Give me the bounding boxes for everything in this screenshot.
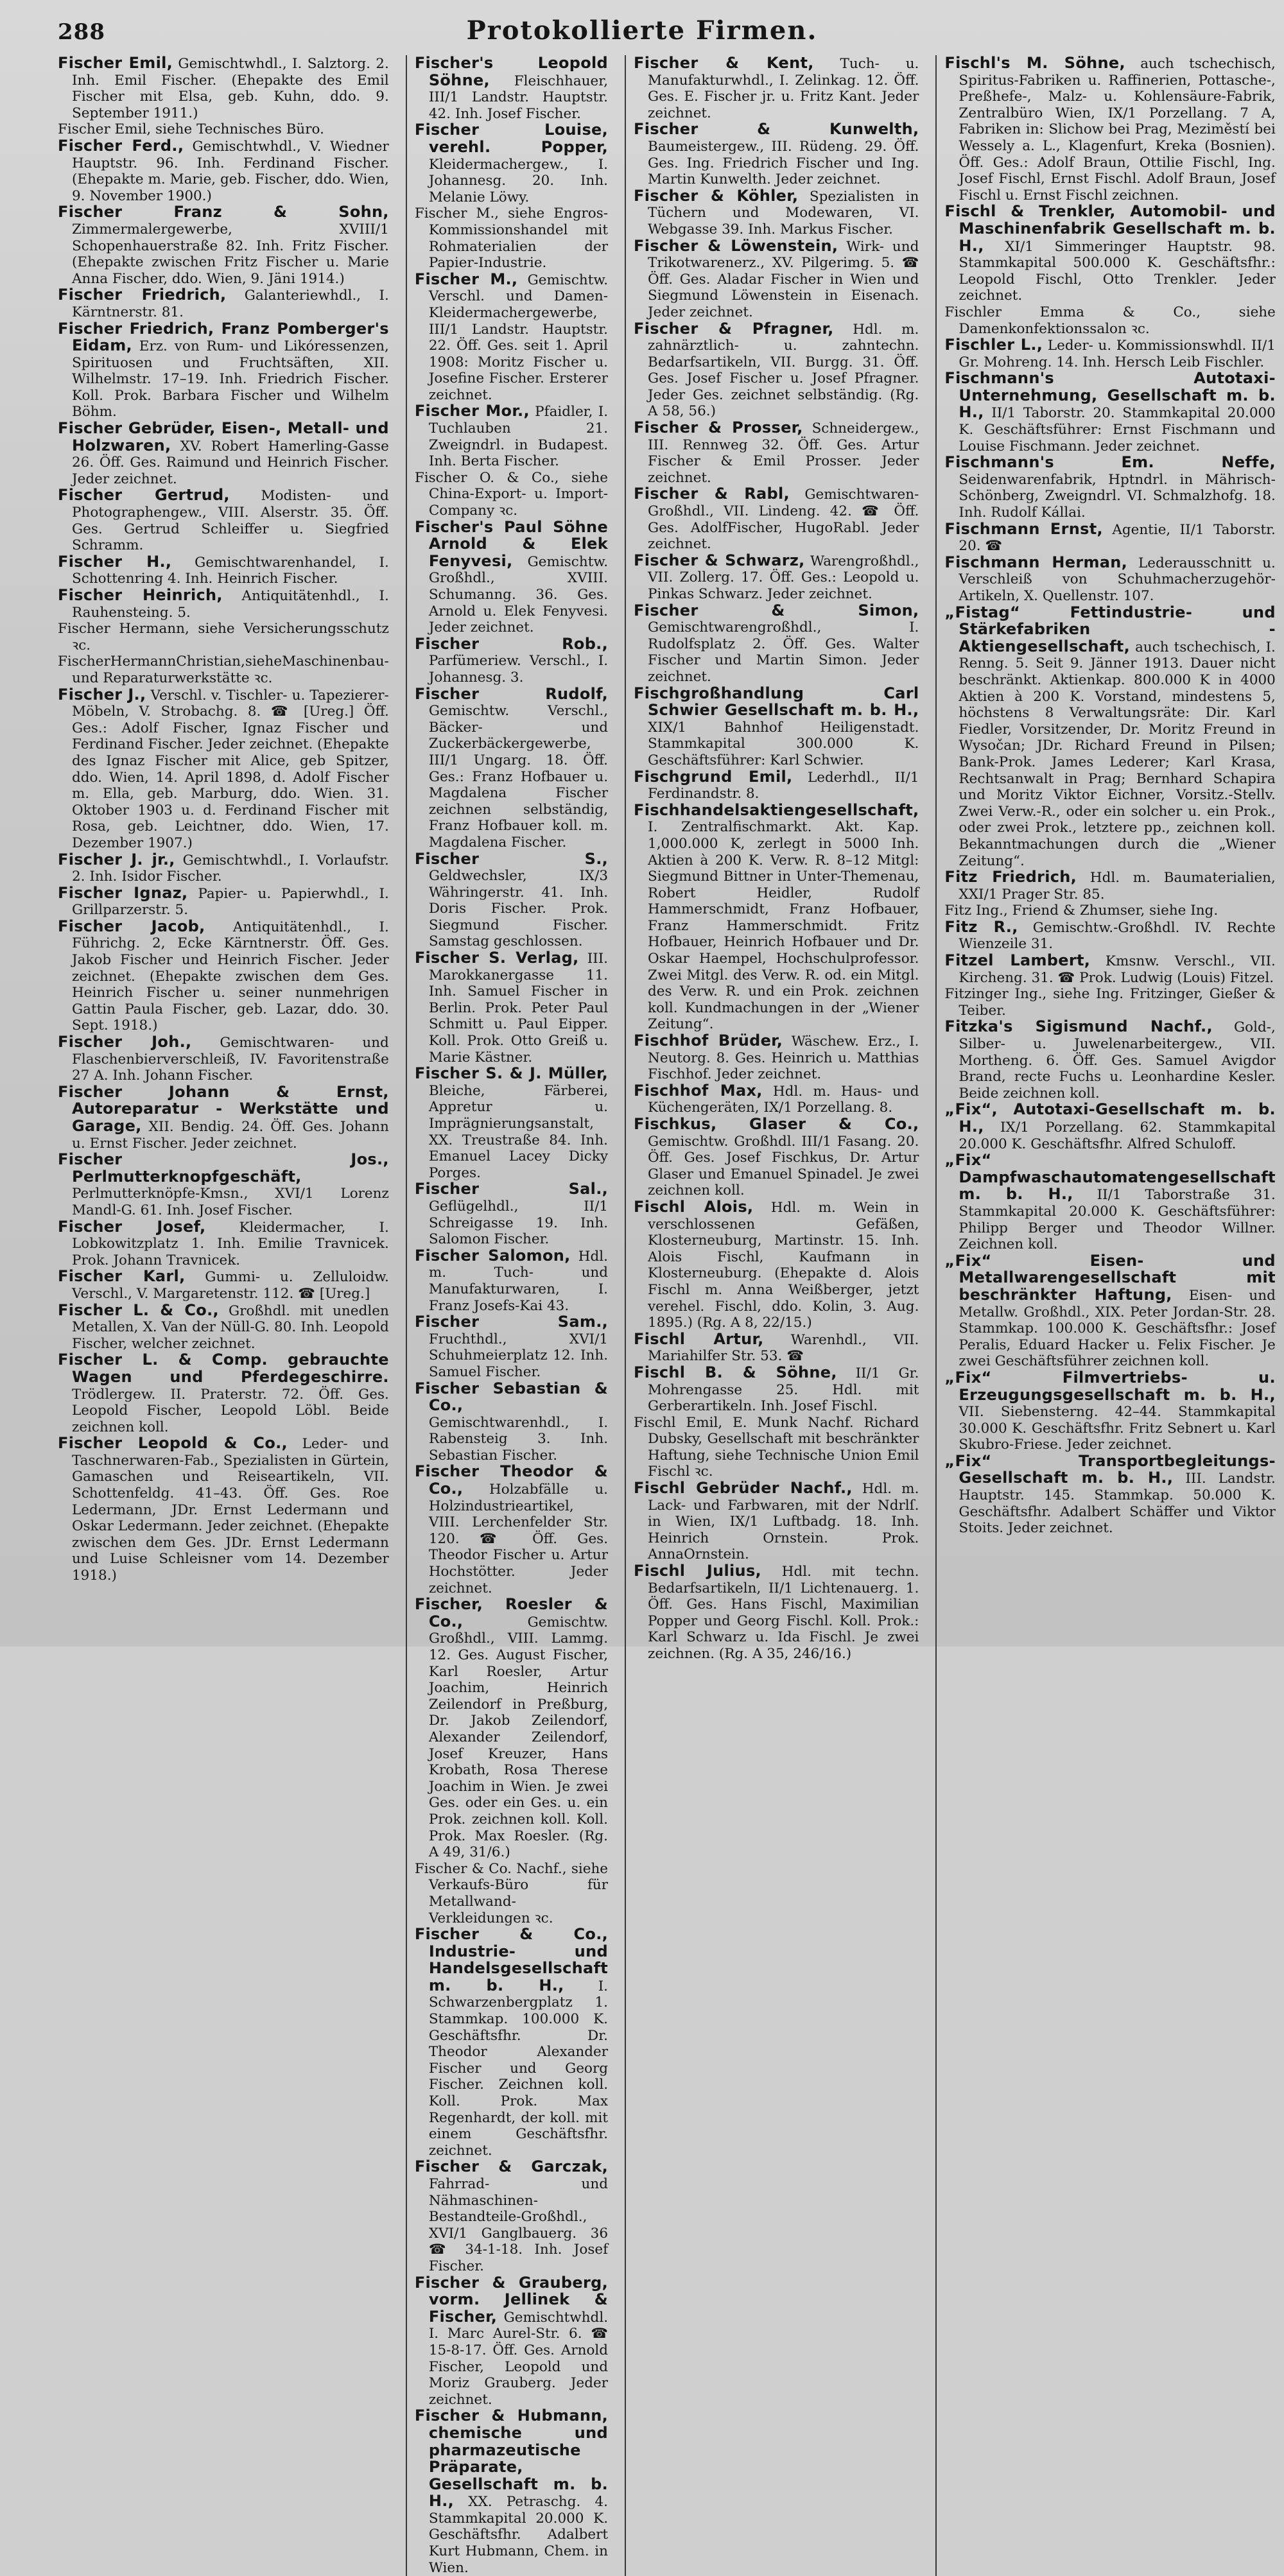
entry-text: Gemischtw. Großhdl. III/1 Fasang. 20. Öff. Ges. Josef Fischkus, Dr. Artur Glaser und Emanuel Spinadel. Je zwei zeichnen koll. bbox=[648, 1133, 919, 1199]
directory-entry bbox=[58, 1268, 389, 1302]
directory-entry bbox=[58, 55, 389, 121]
entry-text: III. Marokkanergasse 11. Inh. Samuel Fischer in Berlin. Prok. Peter Paul Schmitt u. Paul Eipper. Koll. Prok. Otto Greiß u. Marie Kästner. bbox=[428, 951, 609, 1066]
entry-text: Tuch- u. Manufakturwhdl., I. Zelinkag. 12. Öff. Ges. E. Fischer jr. u. Fritz Kant. Jeder zeichnet. bbox=[648, 56, 919, 121]
firm-name: Fischer S., bbox=[414, 849, 609, 868]
directory-entry bbox=[944, 1152, 1275, 1253]
firm-name: Fitzel Lambert, bbox=[944, 951, 1091, 970]
entry-text: Antiquitätenhdl., I. Rauhensteing. 5. bbox=[72, 588, 389, 621]
entry-text: Hdl. mit techn. Bedarfsartikeln, II/1 Lichtenauerg. 1. Öff. Ges. Hans Fischl, Maximilian Popper und Georg Fischl. Koll. Prok.: Karl Schwarz u. Ida Fischl. Je zwei zeichnen. (Rg. A 35, 246/16.) bbox=[648, 1564, 919, 1662]
firm-name: Fischer Sam., bbox=[414, 1313, 609, 1331]
directory-entry bbox=[944, 903, 1275, 919]
directory-entry bbox=[634, 1116, 919, 1199]
directory-entry bbox=[58, 121, 389, 138]
directory-entry bbox=[58, 587, 389, 621]
directory-entry bbox=[634, 553, 919, 603]
firm-name: Fischer H., bbox=[58, 552, 172, 571]
directory-entry bbox=[634, 121, 919, 187]
firm-name: Fischer Gebrüder, Eisen-, Metall- und Holzwaren, bbox=[58, 419, 389, 454]
directory-entry bbox=[415, 1066, 608, 1181]
entry-text: Gold-, Silber- u. Juwelenarbeitergew., VII. Mortheng. 6. Öff. Ges. Samuel Avigdor Brand, recte Fuchs u. Leonhardine Kesler. Beide zeichnen koll. bbox=[959, 1019, 1276, 1102]
entry-text: Schneidergew., III. Rennweg 32. Öff. Ges. Artur Fischer & Emil Prosser. Jeder zeichnet. bbox=[648, 420, 919, 486]
directory-entry bbox=[58, 1352, 389, 1435]
firm-name: „Fix“ Transportbegleitungs-Gesellschaft m. b. H., bbox=[944, 1451, 1276, 1487]
directory-entry bbox=[415, 2408, 608, 2576]
directory-entry bbox=[944, 337, 1275, 370]
firm-name: Fitz Friedrich, bbox=[944, 868, 1077, 886]
firm-name: Fischl Artur, bbox=[634, 1329, 764, 1348]
firm-name: Fischer Salomon, bbox=[414, 1246, 571, 1265]
directory-entry bbox=[415, 2159, 608, 2274]
entry-text: IX/1 Porzellang. 62. Stammkapital 20.000 K. Geschäftsfhr. Alfred Schuloff. bbox=[959, 1119, 1276, 1152]
entry-text: Warengroßhdl., VII. Zollerg. 17. Öff. Ges.: Leopold u. Pinkas Schwarz. Jeder zeichnet. bbox=[648, 553, 919, 602]
directory-entry bbox=[634, 1199, 919, 1331]
entry-text: Gemischtw. Verschl., Bäcker- und Zuckerbäckergewerbe, III/1 Ungarg. 18. Öff. Ges.: Franz Hofbauer u. Magdalena Fischer zeichnen selbständig, Franz Hofbauer koll. m. Magdalena Fischer. bbox=[428, 703, 609, 851]
firm-name: Fischmann Ernst, bbox=[944, 519, 1103, 538]
entry-text: Perlmutterknöpfe-Kmsn., XVI/1 Lorenz Mandl-G. 61. Inh. Josef Fischer. bbox=[72, 1186, 389, 1218]
entry-text: Fischer & Co. Nachf., siehe Verkaufs-Büro für Metallwand-Verkleidungen ꝛc. bbox=[414, 1860, 609, 1926]
firm-name: Fischmann Herman, bbox=[944, 553, 1128, 571]
directory-entry bbox=[944, 304, 1275, 337]
directory-entry bbox=[944, 1102, 1275, 1152]
directory-entry bbox=[415, 851, 608, 951]
directory-entry bbox=[634, 486, 919, 552]
firm-name: Fischmann's Em. Neffe, bbox=[944, 453, 1276, 472]
directory-entry bbox=[634, 802, 919, 1033]
directory-entry bbox=[415, 205, 608, 271]
directory-entry bbox=[58, 321, 389, 421]
entry-text: Parfümeriew. Verschl., I. Johannesg. 3. bbox=[428, 653, 609, 686]
entry-text: Gemischtwhdl., I. Vorlaufstr. 2. Inh. Isidor Fischer. bbox=[72, 852, 389, 885]
firm-name: Fischer & Löwenstein, bbox=[634, 236, 838, 255]
directory-entry bbox=[944, 370, 1275, 454]
firm-name: Fischler L., bbox=[944, 336, 1043, 354]
directory-entry bbox=[944, 1019, 1275, 1102]
entry-text: Erz. von Rum- und Likóressenzen, Spirituosen und Fruchtsäften, XII. Wilhelmstr. 17–19. Inh. Friedrich Fischer. Koll. Prok. Barbara Fischer und Wilhelm Böhm. bbox=[72, 338, 389, 420]
entry-text: Hdl. m. Lack- und Farbwaren, mit der Ndrlſ. in Wien, IX/1 Luftbadg. 18. Inh. Heinrich Ornstein. Prok. AnnaOrnstein. bbox=[648, 1481, 919, 1563]
column-3 bbox=[625, 55, 919, 2576]
entry-text: Hdl. m. Wein in verschlossenen Gefäßen, Klosterneuburg, Martinstr. 15. Inh. Alois Fischl, Kaufmann in Klosterneuburg. (Ehepakte d. Alois Fischl m. Anna Weißberger, jetzt verehel. Fischl, ddo. Kolin, 3. Aug. 1895.) (Rg. A 8, 22/15.) bbox=[648, 1199, 919, 1331]
entry-text: Gemischtw. Großhdl., XVIII. Schumanng. 36. Ges. Arnold u. Elek Fenyvesi. Jeder zeichnet. bbox=[428, 553, 609, 636]
firm-name: Fischer & Kent, bbox=[634, 54, 814, 72]
entry-text: Papier- u. Papierwhdl., I. Grillparzerstr. 5. bbox=[72, 885, 389, 919]
entry-text: Pfaidler, I. Tuchlauben 21. Zweigndrl. in Budapest. Inh. Berta Fischer. bbox=[428, 404, 609, 470]
entry-text: Wirk- und Trikotwarenerz., XV. Pilgerimg. 5. ☎ Öff. Ges. Aladar Fischer in Wien und Siegmund Löwenstein in Eisenach. Jeder zeichnet. bbox=[648, 238, 919, 320]
directory-entry bbox=[415, 1248, 608, 1314]
firm-name: Fischer, Roesler & Co., bbox=[414, 1595, 609, 1630]
entry-text: Leder- und Taschnerwaren-Fab., Spezialisten in Gürtein, Gamaschen und Reiseartikeln, VII. Schottenfeldg. 41–43. Öff. Ges. Roe Ledermann, JDr. Ernst Ledermann und Oskar Ledermann. Jeder zeichnet. (Ehepakte zwischen dem Ges. JDr. Ernst Ledermann und Luise Schleisner vom 14. Dezember 1918.) bbox=[72, 1436, 389, 1584]
firm-name: Fischer L. & Co., bbox=[58, 1301, 219, 1319]
entry-text: Gemischtwaren- und Flaschenbierverschleiß, IV. Favoritenstraße 27 A. Inh. Johann Fischer. bbox=[72, 1035, 389, 1084]
entry-text: Lederhdl., II/1 Ferdinandstr. 8. bbox=[648, 769, 919, 802]
directory-entry bbox=[944, 605, 1275, 870]
directory-entry bbox=[634, 769, 919, 802]
entry-text: Galanteriewhdl., I. Kärntnerstr. 81. bbox=[72, 288, 389, 320]
entry-text: Fruchthdl., XVI/1 Schuhmeierplatz 12. Inh. Samuel Fischer. bbox=[428, 1331, 609, 1380]
entry-text: Gemischtwhdl., V. Wiedner Hauptstr. 96. Inh. Ferdinand Fischer. (Ehepakte m. Marie, geb. Fischer, ddo. Wien, 9. November 1900.) bbox=[72, 138, 389, 204]
firm-name: Fischgrund Emil, bbox=[634, 767, 793, 786]
directory-entry bbox=[944, 555, 1275, 605]
entry-text: Trödlergew. II. Praterstr. 72. Öff. Ges. Leopold Fischer, Leopold Löbl. Beide zeichnen koll. bbox=[72, 1386, 389, 1435]
firm-name: Fischgroßhandlung Carl Schwier Gesellschaft m. b. H., bbox=[634, 684, 919, 720]
entry-text: Leder- u. Kommissionswhdl. II/1 Gr. Mohreng. 14. Inh. Hersch Leib Fischler. bbox=[959, 338, 1276, 370]
firm-name: Fischer J., bbox=[58, 685, 146, 704]
entry-text: Gemischtwhdl., I. Salztorg. 2. Inh. Emil Fischer. (Ehepakte des Emil Fischer mit Elsa, geb. Kuhn, ddo. 9. September 1911.) bbox=[72, 56, 389, 121]
firm-name: Fischkus, Glaser & Co., bbox=[634, 1115, 919, 1133]
entry-text: Seidenwarenfabrik, Hptndrl. in Mährisch-Schönberg, Zweigndrl. VI. Schmalzhofg. 18. Inh. Rudolf Kállai. bbox=[959, 471, 1276, 521]
directory-entry bbox=[634, 686, 919, 769]
entry-text: Warenhdl., VII. Mariahilfer Str. 53. ☎ bbox=[648, 1331, 919, 1365]
directory-entry bbox=[634, 1563, 919, 1663]
entry-text: Agentie, II/1 Taborstr. 20. ☎ bbox=[959, 521, 1276, 555]
entry-text: Gemischtwarenhdl., I. Rabensteig 3. Inh. Sebastian Fischer. bbox=[428, 1414, 609, 1464]
entry-text: Fleischhauer, III/1 Landstr. Hauptstr. 42. Inh. Josef Fischer. bbox=[428, 73, 609, 122]
firm-name: Fischl Gebrüder Nachf., bbox=[634, 1479, 853, 1498]
entry-text: Hdl. m. Tuch- und Manufakturwaren, I. Franz Josefs-Kai 43. bbox=[428, 1248, 609, 1314]
firm-name: Fischer Rob., bbox=[414, 634, 609, 653]
firm-name: Fischl's M. Söhne, bbox=[944, 54, 1125, 72]
directory-entry bbox=[415, 470, 608, 519]
firm-name: Fischer Karl, bbox=[58, 1267, 186, 1286]
directory-entry bbox=[58, 487, 389, 553]
entry-text: Hdl. m. Baumaterialien, XXI/1 Prager Str. 85. bbox=[959, 870, 1276, 903]
directory-entry bbox=[634, 1480, 919, 1563]
directory-entry bbox=[944, 55, 1275, 203]
entry-text: Verschl. v. Tischler- u. Tapezierer-Möbeln, V. Strobachg. 8. ☎ [Ureg.] Öff. Ges.: Adolf Fischer, Ignaz Fischer und Ferdinand Fischer. Jeder zeichnet. (Ehepakte des Ignaz Fischer mit Alice, geb Spitzer, ddo. Wien, 14. April 1898, d. Adolf Fischer m. Ella, geb. Marburg, ddo. Wien. 31. Oktober 1903 u. d. Ferdinand Fischer mit Rosa, geb. Leichtner, ddo. Wien, 17. Dezember 1907.) bbox=[72, 687, 389, 851]
firm-name: Fischer Theodor & Co., bbox=[414, 1462, 609, 1498]
directory-entry bbox=[944, 1253, 1275, 1370]
firm-name: Fischer & Grauberg, vorm. Jellinek & Fischer, bbox=[414, 2273, 609, 2326]
running-head: Protokollierte Firmen. bbox=[466, 15, 818, 46]
entry-text: Fischer O. & Co., siehe China-Export- u. Import-Company ꝛc. bbox=[414, 469, 609, 519]
directory-entry bbox=[58, 1219, 389, 1269]
firm-name: Fischer Joh., bbox=[58, 1033, 192, 1051]
directory-entry bbox=[634, 420, 919, 486]
directory-entry bbox=[58, 621, 389, 653]
directory-entry bbox=[415, 272, 608, 404]
firm-name: Fischer Louise, verehl. Popper, bbox=[414, 121, 609, 156]
directory-entry bbox=[944, 1453, 1275, 1537]
directory-entry bbox=[944, 521, 1275, 555]
firm-name: Fischer Leopold & Co., bbox=[58, 1434, 288, 1453]
directory-entry bbox=[58, 1302, 389, 1353]
directory-entry bbox=[58, 687, 389, 852]
directory-entry bbox=[944, 986, 1275, 1019]
firm-name: „Fix“ Filmvertriebs- u. Erzeugungsgesellschaft m. b. H., bbox=[944, 1368, 1276, 1404]
directory-entry bbox=[58, 204, 389, 287]
firm-name: Fischer Ferd., bbox=[58, 136, 184, 155]
directory-entry bbox=[634, 238, 919, 321]
directory-entry bbox=[634, 1365, 919, 1415]
directory-entry bbox=[415, 403, 608, 469]
firm-name: Fischer & Co., Industrie- und Handelsgesellschaft m. b. H., bbox=[414, 1925, 609, 1994]
entry-text: Fischer Hermann, siehe Versicherungsschutz ꝛc. bbox=[58, 621, 389, 653]
entry-text: Eisen- und Metallw. Großhdl., XIX. Peter Jordan-Str. 28. Stammkap. 100.000 K. Geschäftsfhr.: Josef Peralis, Eduard Hacker u. Felix Fischer. Je zwei Geschäftsführer zeichnen koll. bbox=[959, 1287, 1276, 1370]
entry-text: XII. Bendig. 24. Öff. Ges. Johann u. Ernst Fischer. Jeder zeichnet. bbox=[72, 1119, 389, 1152]
directory-entry bbox=[415, 519, 608, 636]
directory-entry bbox=[944, 1370, 1275, 1453]
firm-name: Fischl Julius, bbox=[634, 1562, 761, 1580]
firm-name: Fischer Sebastian & Co., bbox=[414, 1379, 609, 1415]
firm-name: „Fistag“ Fettindustrie- und Stärkefabriken - Aktiengesellschaft, bbox=[944, 603, 1276, 655]
entry-text: Fischer M., siehe Engros-Kommissionshandel mit Rohmaterialien der Papier-Industrie. bbox=[414, 205, 609, 272]
directory-entry bbox=[415, 55, 608, 122]
entry-text: Fischl Emil, E. Munk Nachf. Richard Dubsky, Gesellschaft mit beschränkter Haftung, siehe Technische Union Emil Fischl ꝛc. bbox=[634, 1414, 919, 1480]
directory-entry bbox=[58, 1152, 389, 1218]
entry-text: Fitz Ing., Friend & Zhumser, siehe Ing. bbox=[944, 903, 1219, 919]
entry-text: XIX/1 Bahnhof Heiligenstadt. Stammkapital 300.000 K. Geschäftsführer: Karl Schwier. bbox=[648, 719, 919, 768]
directory-entry bbox=[944, 869, 1275, 903]
column-4 bbox=[935, 55, 1275, 2576]
firm-name: Fischer S. & J. Müller, bbox=[414, 1064, 609, 1083]
entry-text: Geflügelhdl., II/1 Schreigasse 19. Inh. Salomon Fischer. bbox=[428, 1198, 609, 1248]
firm-name: Fischer J. jr., bbox=[58, 850, 175, 869]
directory-entry bbox=[58, 554, 389, 587]
firm-name: Fischer & Prosser, bbox=[634, 419, 803, 437]
entry-text: Gemischtw.-Großhdl. IV. Rechte Wienzeile 31. bbox=[959, 919, 1276, 953]
directory-entry bbox=[415, 1181, 608, 1247]
entry-text: Antiquitätenhdl., I. Führichg. 2, Ecke Kärntnerstr. Öff. Ges. Jakob Fischer und Heinrich Fischer. Jeder zeichnet. (Ehepakte zwischen dem Ges. Heinrich Fischer u. seiner nunmehrigen Gattin Paula Fischer, geb. Lazar, ddo. 30. Sept. 1918.) bbox=[72, 919, 389, 1034]
firm-name: Fischer Emil, bbox=[58, 54, 173, 72]
entry-text: III. Landstr. Hauptstr. 145. Stammkap. 50.000 K. Geschäftsfhr. Adalbert Schäffer und Viktor Stoits. Jeder zeichnet. bbox=[959, 1471, 1276, 1537]
entry-text: XI/1 Simmeringer Hauptstr. 98. Stammkapital 500.000 K. Geschäftsfhr.: Leopold Fischl, Otto Trenkler. Jeder zeichnet. bbox=[959, 238, 1276, 304]
directory-entry bbox=[634, 1083, 919, 1116]
firm-name: Fischer & Pfragner, bbox=[634, 319, 834, 338]
directory-entry bbox=[58, 885, 389, 919]
entry-text: Hdl. m. Haus- und Küchengeräten, IX/1 Porzellang. 8. bbox=[648, 1083, 919, 1116]
entry-text: Großhdl. mit unedlen Metallen, X. Van der Nüll-G. 80. Inh. Leopold Fischer, welcher zeichnet. bbox=[72, 1302, 389, 1352]
firm-name: Fitzka's Sigismund Nachf., bbox=[944, 1017, 1213, 1036]
entry-text: Hdl. m. zahnärztlich- u. zahntechn. Bedarfsartikeln, VII. Burgg. 31. Öff. Ges. Josef Fischer u. Josef Pfragner. Jeder Ges. zeichnet selbständig. (Rg. A 58, 56.) bbox=[648, 321, 919, 420]
directory-entry bbox=[634, 1033, 919, 1083]
entry-text: Gummi- u. Zelluloidw. Verschl., V. Margaretenstr. 112. ☎ [Ureg.] bbox=[72, 1269, 389, 1302]
firm-name: Fischl Alois, bbox=[634, 1197, 754, 1216]
entry-text: Kleidermacher, I. Lobkowitzplatz 1. Inh. Emilie Travnicek. Prok. Johann Travnicek. bbox=[72, 1219, 389, 1268]
entry-columns bbox=[58, 54, 1276, 2576]
firm-name: Fischer Friedrich, Franz Pomberger's Eidam, bbox=[58, 319, 389, 355]
directory-entry bbox=[415, 122, 608, 205]
entry-text: Modisten- und Photographengew., VIII. Alserstr. 35. Öff. Ges. Gertrud Schleiffer u. Siegfried Schramm. bbox=[72, 488, 389, 554]
entry-text: Fischler Emma & Co., siehe Damenkonfektionssalon ꝛc. bbox=[944, 304, 1276, 337]
firm-name: Fischhof Max, bbox=[634, 1081, 763, 1100]
firm-name: Fischer & Hubmann, chemische und pharmazeutische Präparate, Gesellschaft m. b. H., bbox=[414, 2407, 609, 2511]
entry-text: Bleiche, Färberei, Appretur u. Imprägnierungsanstalt, XX. Treustraße 84. Inh. Emanuel Lacey Dicky Porges. bbox=[428, 1082, 609, 1181]
directory-entry bbox=[415, 1381, 608, 1464]
firm-name: Fischer Friedrich, bbox=[58, 286, 227, 304]
directory-entry bbox=[58, 287, 389, 320]
firm-name: Fischer Sal., bbox=[414, 1180, 609, 1198]
directory-entry bbox=[58, 1084, 389, 1152]
entry-text: Fahrrad- und Nähmaschinen-Bestandteile-Großhdl., XVI/1 Ganglbauerg. 36 ☎ 34-1-18. Inh. Josef Fischer. bbox=[428, 2176, 609, 2274]
entry-text: II/1 Taborstraße 31. Stammkapital 20.000 K. Geschäftsführer: Philipp Berger und Theodor Willner. Zeichnen koll. bbox=[959, 1187, 1276, 1253]
entry-text: auch tschechisch, Spiritus-Fabriken u. Raffinerien, Pottasche-, Preßhefe-, Malz- u. Kohlensäure-Fabrik, Zentralbüro Wien, IX/1 Porzellang. 7 A, Fabriken in: Slichow bei Prag, Meziměstí bei Wessely a. L., Klagenfurt, Kreka (Bosnien). Öff. Ges.: Adolf Braun, Ottilie Fischl, Ing. Josef Fischl, Ernst Fischl. Adolf Braun, Josef Fischl u. Ernst Fischl zeichnen. bbox=[959, 56, 1276, 203]
directory-entry bbox=[58, 1435, 389, 1584]
directory-entry bbox=[58, 919, 389, 1034]
entry-text: Spezialisten in Tüchern und Modewaren, VI. Webgasse 39. Inh. Markus Fischer. bbox=[648, 188, 919, 238]
directory-entry bbox=[58, 420, 389, 487]
directory-entry bbox=[415, 1314, 608, 1380]
directory-entry bbox=[944, 953, 1275, 986]
entry-text: Kleidermachergew., I. Johannesg. 20. Inh. Melanie Löwy. bbox=[428, 156, 609, 205]
entry-text: Kmsnw. Verschl., VII. Kircheng. 31. ☎ Prok. Ludwig (Louis) Fitzel. bbox=[959, 953, 1276, 986]
entry-text: Baumeistergew., III. Rüdeng. 29. Öff. Ges. Ing. Friedrich Fischer und Ing. Martin Kunwelth. Jeder zeichnet. bbox=[648, 138, 919, 188]
directory-entry bbox=[634, 188, 919, 238]
firm-name: Fischer & Köhler, bbox=[634, 186, 799, 205]
entry-text: Fitzinger Ing., siehe Ing. Fritzinger, Gießer & Teiber. bbox=[944, 986, 1276, 1019]
entry-text: Gemischtwaren-Großhdl., VII. Lindeng. 42. ☎ Öff. Ges. AdolfFischer, HugoRabl. Jeder zeichnet. bbox=[648, 487, 919, 553]
entry-text: Gemischtwarengroßhdl., I. Rudolfsplatz 2. Öff. Ges. Walter Fischer und Martin Simon. Jeder zeichnet. bbox=[648, 619, 919, 685]
directory-entry bbox=[415, 1464, 608, 1596]
firm-name: Fischer & Kunwelth, bbox=[634, 120, 919, 139]
entry-text: XV. Robert Hamerling-Gasse 26. Öff. Ges. Raimund und Heinrich Fischer. Jeder zeichnet. bbox=[72, 438, 389, 487]
firm-name: Fischer Johann & Ernst, Autoreparatur - Werkstätte und Garage, bbox=[58, 1082, 389, 1135]
firm-name: Fischer's Leopold Söhne, bbox=[414, 54, 609, 89]
directory-entry bbox=[944, 454, 1275, 521]
directory-entry bbox=[58, 1034, 389, 1084]
directory-entry bbox=[415, 1861, 608, 1926]
directory-entry bbox=[415, 2275, 608, 2408]
directory-entry bbox=[415, 950, 608, 1066]
firm-name: Fischer Franz & Sohn, bbox=[58, 203, 389, 221]
entry-text: Gemischtwarenhandel, I. Schottenring 4. Inh. Heinrich Fischer. bbox=[72, 554, 389, 587]
directory-entry bbox=[415, 1596, 608, 1861]
entry-text: I. Zentralfischmarkt. Akt. Kap. 1,000.000 K, zerlegt in 5000 Inh. Aktien à 200 K. Verw. R. 8–12 Mitgl: Siegmund Bittner in Unter-Themenau, Robert Heidler, Rudolf Hammerschmidt, Franz Hofbauer, Franz Hammerschmidt. Fritz Hofbauer, Heinrich Hofbauer und Dr. Oskar Haempel, Hochschulprofessor. Zwei Mitgl. des Verw. R. od. ein Mitgl. des Verw. R. und ein Prok. zeichnen koll. Kundmachungen in der „Wiener Zeitung“. bbox=[648, 819, 919, 1033]
entry-text: VII. Siebensterng. 42–44. Stammkapital 30.000 K. Geschäftsfhr. Fritz Sebnert u. Karl Skubro-Friese. Jeder zeichnet. bbox=[959, 1404, 1276, 1453]
entry-text: Zimmermalergewerbe, XVIII/1 Schopenhauerstraße 82. Inh. Fritz Fischer. (Ehepakte zwischen Fritz Fischer u. Marie Anna Fischer, ddo. Wien, 9. Jäni 1914.) bbox=[72, 221, 389, 287]
directory-entry bbox=[634, 603, 919, 686]
firm-name: Fischhof Brüder, bbox=[634, 1032, 783, 1050]
entry-text: XX. Petraschg. 4. Stammkapital 20.000 K. Geschäftsfhr. Adalbert Kurt Hubmann, Chem. in Wien. bbox=[428, 2494, 609, 2576]
directory-entry bbox=[944, 203, 1275, 304]
firm-name: „Fix“ Dampfwaschautomatengesellschaft m. b. H., bbox=[944, 1151, 1276, 1204]
firm-name: „Fix“ Eisen- und Metallwarengesellschaft mit beschränkter Haftung, bbox=[944, 1251, 1276, 1304]
entry-text: Fischer Emil, siehe Technisches Büro. bbox=[58, 121, 324, 138]
entry-text: II/1 Taborstr. 20. Stammkapital 20.000 K. Geschäftsführer: Ernst Fischmann und Louise Fischmann. Jeder zeichnet. bbox=[959, 405, 1276, 454]
firm-name: Fischer Heinrich, bbox=[58, 586, 223, 604]
column-2 bbox=[406, 55, 608, 2576]
firm-name: Fischl B. & Söhne, bbox=[634, 1363, 837, 1381]
firm-name: Fischer Rudolf, bbox=[414, 684, 609, 703]
directory-entry bbox=[58, 138, 389, 204]
directory-entry bbox=[58, 852, 389, 885]
directory-entry bbox=[634, 1331, 919, 1365]
entry-text: II/1 Gr. Mohrengasse 25. Hdl. mit Gerberartikeln. Inh. Josef Fischl. bbox=[648, 1365, 919, 1415]
directory-entry bbox=[58, 653, 389, 686]
entry-text: Gemischtw. Großhdl., VIII. Lammg. 12. Ges. August Fischer, Karl Roesler, Artur Joachim, Heinrich Zeilendorf in Preßburg, Dr. Jakob Zeilendorf, Alexander Zeilendorf, Josef Kreuzer, Hans Krobath, Rosa Therese Joachim in Wien. Je zwei Ges. oder ein Ges. u. ein Prok. zeichnen koll. Koll. Prok. Max Roesler. (Rg. A 49, 31/6.) bbox=[428, 1614, 609, 1861]
firm-name: Fischer & Simon, bbox=[634, 601, 919, 619]
directory-entry bbox=[634, 55, 919, 121]
firm-name: Fischer Mor., bbox=[414, 402, 530, 420]
firm-name: „Fix“, Autotaxi-Gesellschaft m. b. H., bbox=[944, 1100, 1276, 1136]
entry-text: FischerHermannChristian,sieheMaschinenbau- und Reparaturwerkstätte ꝛc. bbox=[58, 653, 389, 686]
firm-name: Fischer S. Verlag, bbox=[414, 949, 579, 967]
entry-text: Gemischtwhdl. I. Marc Aurel-Str. 6. ☎ 15-8-17. Öff. Ges. Arnold Fischer, Leopold und Moriz Grauberg. Jeder zeichnet. bbox=[428, 2309, 609, 2408]
firm-name: Fischer Josef, bbox=[58, 1217, 206, 1236]
firm-name: Fischer Gertrud, bbox=[58, 486, 230, 505]
firm-name: Fischer & Garczak, bbox=[414, 2157, 609, 2176]
entry-text: Wäschew. Erz., I. Neutorg. 8. Ges. Heinrich u. Matthias Fischhof. Jeder zeichnet. bbox=[648, 1033, 919, 1083]
directory-entry bbox=[415, 1926, 608, 2159]
page-number: 288 bbox=[58, 19, 105, 45]
firm-name: Fischmann's Autotaxi-Unternehmung, Gesellschaft m. b. H., bbox=[944, 369, 1276, 422]
firm-name: Fischer L. & Comp. gebrauchte Wagen und Pferdegeschirre. bbox=[58, 1351, 389, 1386]
firm-name: Fischer M., bbox=[414, 270, 518, 288]
entry-text: Geldwechsler, IX/3 Währingerstr. 41. Inh. Doris Fischer. Prok. Siegmund Fischer. Samstag geschlossen. bbox=[428, 868, 609, 950]
firm-name: Fitz R., bbox=[944, 917, 1018, 936]
column-1 bbox=[58, 55, 389, 2576]
directory-entry bbox=[415, 636, 608, 686]
directory-entry bbox=[944, 919, 1275, 953]
firm-name: Fischer Jos., Perlmutterknopfgeschäft, bbox=[58, 1150, 389, 1186]
directory-entry bbox=[415, 686, 608, 851]
entry-text: Lederausschnitt u. Verschleiß von Schuhmacherzugehör-Artikeln, X. Quellenstr. 107. bbox=[959, 555, 1276, 604]
firm-name: Fischer & Schwarz, bbox=[634, 551, 805, 569]
firm-name: Fischer's Paul Söhne Arnold & Elek Fenyvesi, bbox=[414, 517, 609, 570]
firm-name: Fischhandelsaktiengesellschaft, bbox=[634, 800, 919, 819]
firm-name: Fischl & Trenkler, Automobil- und Maschinenfabrik Gesellschaft m. b. H., bbox=[944, 202, 1276, 255]
firm-name: Fischer Jacob, bbox=[58, 917, 205, 935]
entry-text: Gemischtw. Verschl. und Damen-Kleidermachergewerbe, III/1 Landstr. Hauptstr. 22. Öff. Ges. seit 1. April 1908: Moritz Fischer u. Josefine Fischer. Ersterer zeichnet. bbox=[428, 272, 609, 403]
directory-entry bbox=[634, 1415, 919, 1480]
entry-text: auch tschechisch, I. Renng. 5. Seit 9. Jänner 1913. Dauer nicht beschränkt. Aktienkap. 800.000 K in 4000 Aktien à 200 K. Vorstand, mindestens 5, höchstens 8 Verwaltungsräte: Dir. Karl Fiedler, Vorsitzender, Dr. Moritz Freund in Wysočan; JDr. Richard Freund in Pilsen; Bank-Prok. James Lederer; Karl Krasa, Rechtsanwalt in Prag; Bernhard Schapira und Moritz Viktor Eichner, Vorsitz.-Stellv. Zwei Verw.-R., oder ein solcher u. ein Prok., oder zwei Prok., letztere pp., zeichnen koll. Bekanntmachungen durch die „Wiener Zeitung“. bbox=[959, 639, 1276, 869]
entry-text: I. Schwarzenbergplatz 1. Stammkap. 100.000 K. Geschäftsfhr. Dr. Theodor Alexander Fischer und Georg Fischer. Zeichnen koll. Koll. Prok. Max Regenhardt, der koll. mit einem Geschäftsfhr. zeichnet. bbox=[428, 1978, 609, 2159]
directory-entry bbox=[634, 321, 919, 420]
entry-text: Holzabfälle u. Holzindustrieartikel, VIII. Lerchenfelder Str. 120. ☎ Öff. Ges. Theodor Fischer u. Artur Hochstötter. Jeder zeichnet. bbox=[428, 1482, 609, 1596]
firm-name: Fischer Ignaz, bbox=[58, 883, 188, 902]
firm-name: Fischer & Rabl, bbox=[634, 485, 790, 503]
